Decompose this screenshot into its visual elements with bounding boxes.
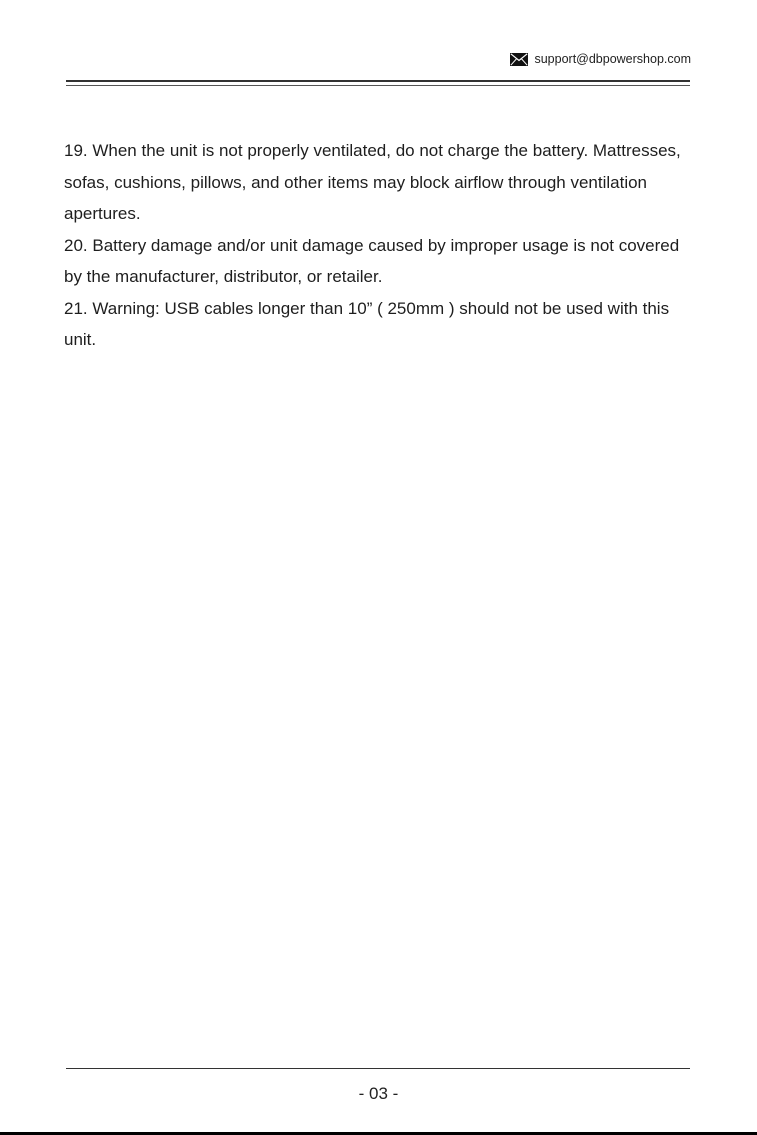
body-text: [64, 135, 694, 356]
header-contact: [510, 52, 691, 66]
page-number: - 03 -: [358, 1084, 399, 1103]
envelope-icon: [510, 53, 528, 66]
header-divider: [66, 80, 690, 86]
paragraph-20: 20. Battery damage and/or unit damage caused by improper usage is not covered by the manufacturer, distributor, or retailer.: [64, 235, 680, 286]
paragraph-21: 21. Warning: USB cables longer than 10” ( 250mm ) should not be used with this unit.: [64, 298, 670, 349]
footer-divider: [66, 1068, 690, 1069]
support-email: support@dbpowershop.com: [534, 52, 691, 66]
paragraph-19: 19. When the unit is not properly ventilated, do not charge the battery. Mattresses, sofas, cushions, pillows, and other items may block airflow through ventilation apertures.: [64, 141, 681, 223]
